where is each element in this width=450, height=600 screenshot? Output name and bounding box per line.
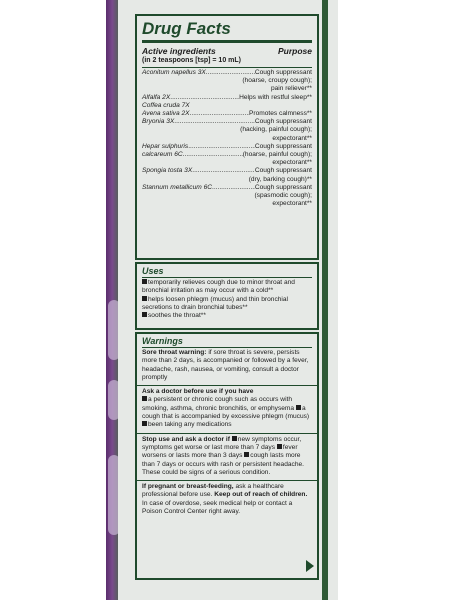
ingredient-name: Avena sativa 2X	[142, 110, 190, 118]
ingredient-purpose: Cough suppressant	[254, 167, 312, 175]
ingredient-name: calcareum 6C	[142, 151, 183, 159]
bullet-square-icon	[142, 312, 147, 317]
ingredient-purpose-continued: pain reliever**	[270, 85, 312, 93]
bullet-square-icon	[142, 279, 147, 284]
bullet-square-icon	[232, 436, 237, 441]
uses-heading: Uses	[142, 266, 312, 278]
ingredient-name: Coffea cruda 7X	[142, 101, 190, 109]
dose-note: (in 2 teaspoons [tsp] = 10 mL)	[142, 56, 312, 68]
bullet-square-icon	[142, 296, 147, 301]
sore-throat-warning: Sore throat warning: if sore throat is severe, persists more than 2 days, is accompanied or followed by a fever, headache, rash, nausea, or vomiting, consult a doctor promptly	[142, 349, 309, 381]
ingredient-name: Aconitum napellus 3X	[142, 69, 206, 76]
stop-use-section: Stop use and ask a doctor if new symptoms occur, symptoms get worse or last more than 7 days fever worsens or lasts more than 3 days cough lasts more than 7 days or occurs with rash or persistent headache. These could be signs of a serious condition.	[142, 435, 305, 476]
bullet-square-icon	[142, 421, 147, 426]
ingredient-purpose: Cough suppressant	[254, 142, 312, 150]
ingredient-purpose: Promotes calmness**	[248, 110, 312, 118]
purpose-heading: Purpose	[277, 46, 312, 56]
ingredient-row	[142, 102, 312, 110]
active-ingredients-header	[142, 46, 312, 56]
uses-panel	[135, 262, 319, 330]
ingredient-purpose-continued: expectorant**	[272, 134, 312, 142]
ingredient-name: Bryonia 3X	[142, 118, 175, 126]
ingredient-list	[142, 69, 312, 208]
ingredient-name: Alfalfa 2X	[142, 93, 171, 101]
list-item: temporarily relieves cough due to minor throat and bronchial irritation as may occur with a cold**	[142, 279, 295, 295]
bullet-square-icon	[296, 405, 301, 410]
ingredient-purpose-continued: expectorant**	[272, 159, 312, 167]
ingredient-purpose-continued: (hacking, painful cough);	[240, 126, 312, 134]
bullet-square-icon	[142, 396, 147, 401]
ingredient-row	[142, 94, 312, 102]
ingredient-name: Hepar sulphuris	[142, 142, 189, 150]
list-item: soothes the throat**	[142, 312, 312, 320]
ask-doctor-section: Ask a doctor before use if you have a persistent or chronic cough such as occurs with smoking, asthma, chronic bronchitis, or emphysema a cough that is accompanied by excessive phlegm (mucus) been taking any medications	[142, 388, 310, 429]
triangle-right-icon	[306, 560, 314, 572]
ingredient-purpose-continued: (spasmodic cough);	[254, 192, 312, 200]
ingredient-purpose: Cough suppressant	[254, 69, 312, 76]
ingredient-row	[142, 118, 312, 126]
bullet-square-icon	[244, 452, 249, 457]
ingredient-row	[142, 167, 312, 175]
ingredient-row	[142, 151, 312, 159]
ingredient-purpose: Helps with restful sleep**	[239, 93, 312, 101]
ingredient-purpose-continued: (hoarse, croupy cough);	[242, 77, 312, 85]
bullet-square-icon	[277, 444, 282, 449]
ingredient-purpose-continued: expectorant**	[272, 200, 312, 208]
ingredient-purpose-continued: (dry, barking cough)**	[248, 175, 312, 183]
label-green-border	[322, 0, 328, 600]
ingredient-row	[142, 69, 312, 77]
ingredient-row	[142, 184, 312, 192]
pregnancy-section: If pregnant or breast-feeding, ask a healthcare professional before use. Keep out of reach of children. In case of overdose, seek medical help or contact a Poison Control Center right away.	[142, 483, 308, 516]
ingredient-row	[142, 110, 312, 118]
active-ingredients-heading: Active ingredients	[142, 46, 216, 56]
ingredient-name: Spongia tosta 3X	[142, 167, 193, 175]
ingredient-name: Stannum metallicum 6C	[142, 183, 212, 191]
drug-facts-title: Drug Facts	[142, 20, 312, 43]
uses-list	[142, 279, 312, 320]
warnings-heading: Warnings	[142, 336, 312, 348]
active-ingredients-panel	[135, 14, 319, 260]
list-item: helps loosen phlegm (mucus) and thin bronchial secretions to drain bronchial tubes**	[142, 295, 289, 311]
ingredient-purpose: Cough suppressant	[254, 183, 312, 191]
ingredient-purpose: Cough suppressant	[254, 118, 312, 126]
ingredient-purpose: (hoarse, painful cough);	[242, 151, 312, 159]
ingredient-row	[142, 143, 312, 151]
warnings-panel	[135, 332, 319, 580]
